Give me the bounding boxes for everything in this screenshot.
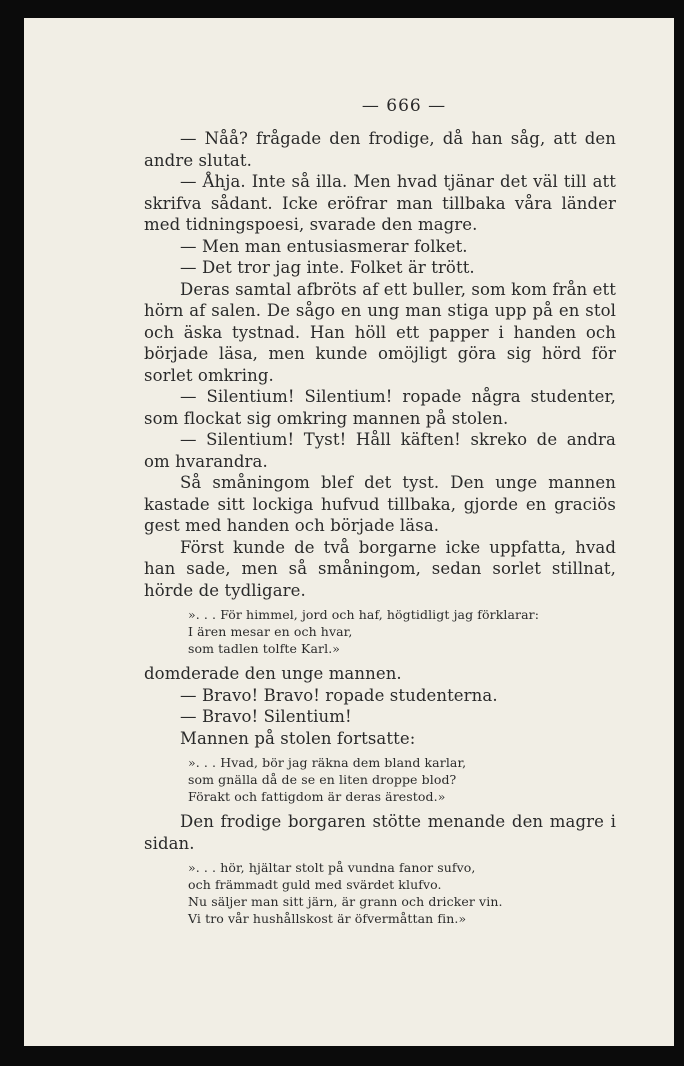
paragraph: — Nåå? frågade den frodige, då han såg, att den andre slutat. [144, 129, 616, 170]
verse-line: Vi tro vår hushållskost är öfvermåttan fin.» [188, 911, 467, 926]
paragraph: — Silentium! Silentium! ropade några studenter, som flockat sig omkring mannen på stolen. [144, 387, 616, 428]
verse-line: ». . . Hvad, bör jag räkna dem bland karlar, [188, 755, 467, 770]
paragraph: — Silentium! Tyst! Håll käften! skreko de andra om hvarandra. [144, 430, 616, 471]
paragraph: — Det tror jag inte. Folket är trött. [180, 258, 475, 277]
paragraph: — Åhja. Inte så illa. Men hvad tjänar det väl till att skrifva sådant. Icke eröfrar man tillbaka våra länder med tidningspoesi, svarade den magre. [144, 172, 616, 234]
paragraph: Mannen på stolen fortsatte: [180, 728, 416, 748]
paragraph: Först kunde de två borgarne icke uppfatta, hvad han sade, men så småningom, sedan sorlet stillnat, hörde de tydligare. [144, 537, 616, 600]
book-page [24, 18, 674, 1046]
verse-line: och främmadt guld med svärdet klufvo. [188, 877, 442, 892]
paragraph: — Men man entusiasmerar folket. [180, 236, 468, 256]
verse-line: ». . . hör, hjältar stolt på vundna fanor sufvo, [188, 860, 476, 875]
paragraph: — Bravo! Silentium! [180, 707, 352, 726]
text-body [144, 128, 616, 933]
paragraph: — Bravo! Bravo! ropade studenterna. [180, 685, 498, 705]
paragraph: Så småningom blef det tyst. Den unge mannen kastade sitt lockiga hufvud tillbaka, gjorde en graciös gest med handen och började läsa. [144, 473, 616, 535]
paragraph: Den frodige borgaren stötte menande den magre i sidan. [144, 812, 616, 853]
paragraph: domderade den unge mannen. [144, 664, 402, 683]
verse-quote [144, 859, 616, 927]
paragraph: Deras samtal afbröts af ett buller, som kom från ett hörn af salen. De sågo en ung man stiga upp på en stol och äska tystnad. Han höll ett papper i handen och började läsa, men kunde omöjligt göra sig hörd för sorlet omkring. [144, 279, 616, 385]
verse-line: I ären mesar en och hvar, [188, 624, 353, 639]
page-number: — 666 — [361, 96, 447, 116]
verse-line: som tadlen tolfte Karl.» [188, 641, 341, 656]
verse-quote [144, 606, 616, 657]
verse-quote [144, 754, 616, 805]
verse-line: som gnälla då de se en liten droppe blod? [188, 772, 457, 787]
verse-line: ». . . För himmel, jord och haf, högtidligt jag förklarar: [188, 607, 540, 622]
verse-line: Nu säljer man sitt järn, är grann och dricker vin. [188, 894, 503, 909]
verse-line: Förakt och fattigdom är deras ärestod.» [188, 789, 446, 804]
